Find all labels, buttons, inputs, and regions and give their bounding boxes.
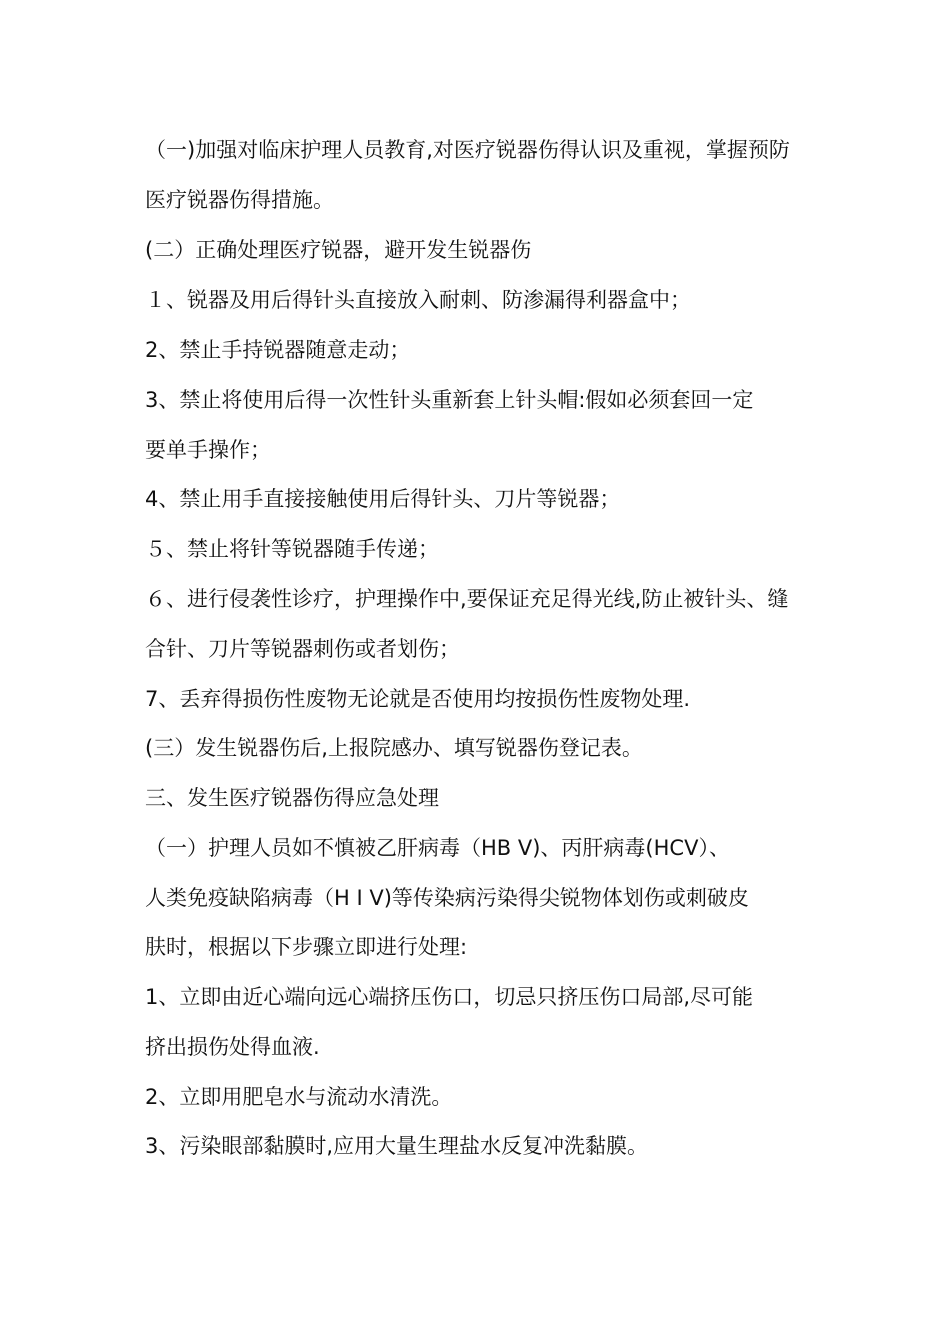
text-line: 3、禁止将使用后得一次性针头重新套上针头帽:假如必须套回一定	[145, 388, 754, 412]
text-line: 合针、刀片等锐器刺伤或者划伤；	[145, 637, 460, 661]
text-line: 人类免疫缺陷病毒（H I V)等传染病污染得尖锐物体划伤或刺破皮	[145, 886, 749, 910]
text-line: (三）发生锐器伤后,上报院感办、填写锐器伤登记表。	[145, 736, 643, 760]
text-line: （一)加强对临床护理人员教育,对医疗锐器伤得认识及重视，掌握预防	[145, 138, 790, 162]
text-line: 2、禁止手持锐器随意走动；	[145, 338, 411, 362]
text-line: (二）正确处理医疗锐器，避开发生锐器伤	[145, 238, 532, 262]
text-line: 医疗锐器伤得措施。	[145, 188, 334, 212]
text-line: 3、污染眼部黏膜时,应用大量生理盐水反复冲洗黏膜。	[145, 1134, 649, 1158]
text-line: 肤时，根据以下步骤立即进行处理:	[145, 935, 468, 959]
text-line: ５、禁止将针等锐器随手传递；	[145, 537, 439, 561]
text-line: 7、丢弃得损伤性废物无论就是否使用均按损伤性废物处理.	[145, 687, 691, 711]
text-line: （一）护理人员如不慎被乙肝病毒（HB V)、丙肝病毒(HCV）、	[145, 836, 730, 860]
text-line: １、锐器及用后得针头直接放入耐刺、防渗漏得利器盒中；	[145, 288, 691, 312]
text-line: ６、进行侵袭性诊疗，护理操作中,要保证充足得光线,防止被针头、缝	[145, 587, 789, 611]
text-line: 4、禁止用手直接接触使用后得针头、刀片等锐器；	[145, 487, 621, 511]
text-line: 2、立即用肥皂水与流动水清洗。	[145, 1085, 453, 1109]
text-line: 三、发生医疗锐器伤得应急处理	[145, 786, 439, 810]
text-line: 挤出损伤处得血液.	[145, 1035, 320, 1059]
text-line: 1、立即由近心端向远心端挤压伤口，切忌只挤压伤口局部,尽可能	[145, 985, 754, 1009]
text-line: 要单手操作；	[145, 438, 271, 462]
